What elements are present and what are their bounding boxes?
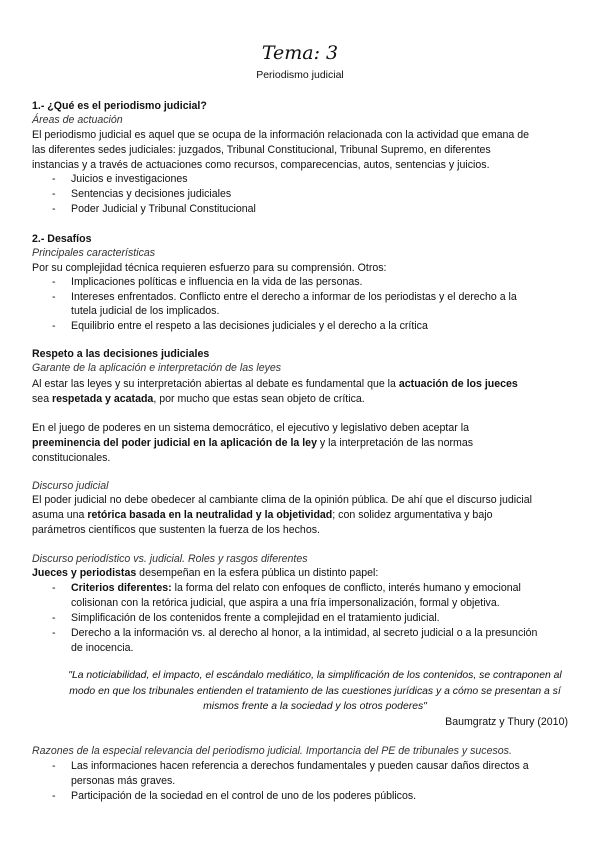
bullet-dash: -: [52, 276, 56, 288]
bullet-dash: -: [52, 320, 56, 332]
bullet-dash: -: [52, 203, 56, 215]
paragraph-line: El periodismo judicial es aquel que se ocupa de la información relacionada con la actividad que emana de: [32, 129, 530, 141]
paragraph-line: [32, 566, 378, 580]
bold-text: respetada y acatada: [52, 393, 154, 405]
quote-line: "La noticiabilidad, el impacto, el escándalo mediático, la simplificación de los contenidos, se contraponen al: [68, 670, 562, 681]
section-subheading: Discurso judicial: [32, 480, 109, 492]
text-run: ; con solidez argumentativa y bajo: [332, 509, 493, 521]
list-item: Las informaciones hacen referencia a derechos fundamentales y pueden causar daños directos a: [71, 760, 529, 772]
paragraph-line: En el juego de poderes en un sistema democrático, el ejecutivo y legislativo deben aceptar la: [32, 422, 469, 434]
list-item: Derecho a la información vs. al derecho al honor, a la intimidad, al secreto judicial o a la presunción: [71, 627, 538, 639]
section-heading: 2.- Desafíos: [32, 233, 92, 245]
bullet-dash: -: [52, 582, 56, 594]
bold-text: retórica basada en la neutralidad y la objetividad: [87, 509, 333, 521]
list-item: Poder Judicial y Tribunal Constitucional: [71, 203, 256, 215]
text-run: asuma una: [32, 509, 88, 521]
paragraph-line: [32, 392, 365, 406]
bold-text: actuación de los jueces: [398, 378, 518, 390]
list-item: [71, 581, 521, 595]
list-item-continuation: de inocencia.: [71, 642, 134, 654]
list-item: Intereses enfrentados. Conflicto entre el derecho a informar de los periodistas y el derecho a la: [71, 291, 517, 303]
section-subheading: Razones de la especial relevancia del periodismo judicial. Importancia del PE de tribunales y sucesos.: [32, 745, 512, 757]
text-run: sea: [32, 393, 53, 405]
list-item-continuation: tutela judicial de los implicados.: [71, 305, 220, 317]
list-item: Sentencias y decisiones judiciales: [71, 188, 232, 200]
list-item: Implicaciones políticas e influencia en la vida de las personas.: [71, 276, 363, 288]
paragraph-line: parámetros científicos que sustenten la fuerza de los hechos.: [32, 524, 320, 536]
section-subheading: Discurso periodístico vs. judicial. Roles y rasgos diferentes: [32, 553, 308, 565]
bold-text: preeminencia del poder judicial en la aplicación de la ley: [32, 437, 317, 449]
paragraph-line: [32, 377, 518, 391]
list-item-continuation: colisionan con la retórica judicial, que aspira a una fría impersonalización, formal y objetiva.: [71, 597, 500, 609]
bullet-dash: -: [52, 188, 56, 200]
page-title: Tema: 3: [261, 42, 339, 64]
bold-text: Jueces y periodistas: [32, 567, 137, 579]
page-subtitle: Periodismo judicial: [256, 69, 344, 81]
quote-author: Baumgratz y Thury (2010): [445, 716, 568, 728]
section-subheading: Principales características: [32, 247, 156, 259]
bullet-dash: -: [52, 790, 56, 802]
section-heading: Respeto a las decisiones judiciales: [32, 348, 210, 360]
bullet-dash: -: [52, 291, 56, 303]
list-item: Juicios e investigaciones: [71, 173, 188, 185]
list-item: Participación de la sociedad en el control de uno de los poderes públicos.: [71, 790, 417, 802]
section-subheading: Garante de la aplicación e interpretación de las leyes: [32, 362, 282, 374]
text-run: la forma del relato con enfoques de conflicto, interés humano y emocional: [171, 582, 521, 594]
bullet-dash: -: [52, 173, 56, 185]
bullet-dash: -: [52, 760, 56, 772]
section-heading: 1.- ¿Qué es el periodismo judicial?: [32, 100, 207, 112]
paragraph-line: constitucionales.: [32, 452, 111, 464]
paragraph-line: instancias y a través de actuaciones como recursos, comparecencias, autos, sentencias y juicios.: [32, 159, 490, 171]
text-run: y la interpretación de las normas: [316, 437, 474, 449]
list-item-continuation: personas más graves.: [71, 775, 176, 787]
bold-text: Criterios diferentes:: [71, 582, 172, 594]
list-item: Equilibrio entre el respeto a las decisiones judiciales y el derecho a la crítica: [71, 320, 428, 332]
paragraph-line: El poder judicial no debe obedecer al cambiante clima de la opinión pública. De ahí que el discurso judicial: [32, 494, 532, 506]
quote-line: mismos frente a la sociedad y los otros poderes": [203, 701, 427, 712]
section-subheading: Áreas de actuación: [32, 114, 123, 126]
quote-line: modo en que los tribunales entienden el tratamiento de las cuestiones jurídicas y a cómo se presentan a sí: [69, 686, 561, 697]
list-item: Simplificación de los contenidos frente a complejidad en el tratamiento judicial.: [71, 612, 440, 624]
paragraph-line: Por su complejidad técnica requieren esfuerzo para su comprensión. Otros:: [32, 262, 387, 274]
bullet-dash: -: [52, 612, 56, 624]
paragraph-line: las diferentes sedes judiciales: juzgados, Tribunal Constitucional, Tribunal Supremo, en diferentes: [32, 144, 491, 156]
text-run: desempeñan en la esfera pública un distinto papel:: [136, 567, 379, 579]
paragraph-line: [32, 436, 473, 450]
text-run: , por mucho que estas sean objeto de crítica.: [153, 393, 365, 405]
text-run: Al estar las leyes y su interpretación abiertas al debate es fundamental que la: [32, 378, 399, 390]
paragraph-line: [32, 508, 492, 522]
bullet-dash: -: [52, 627, 56, 639]
